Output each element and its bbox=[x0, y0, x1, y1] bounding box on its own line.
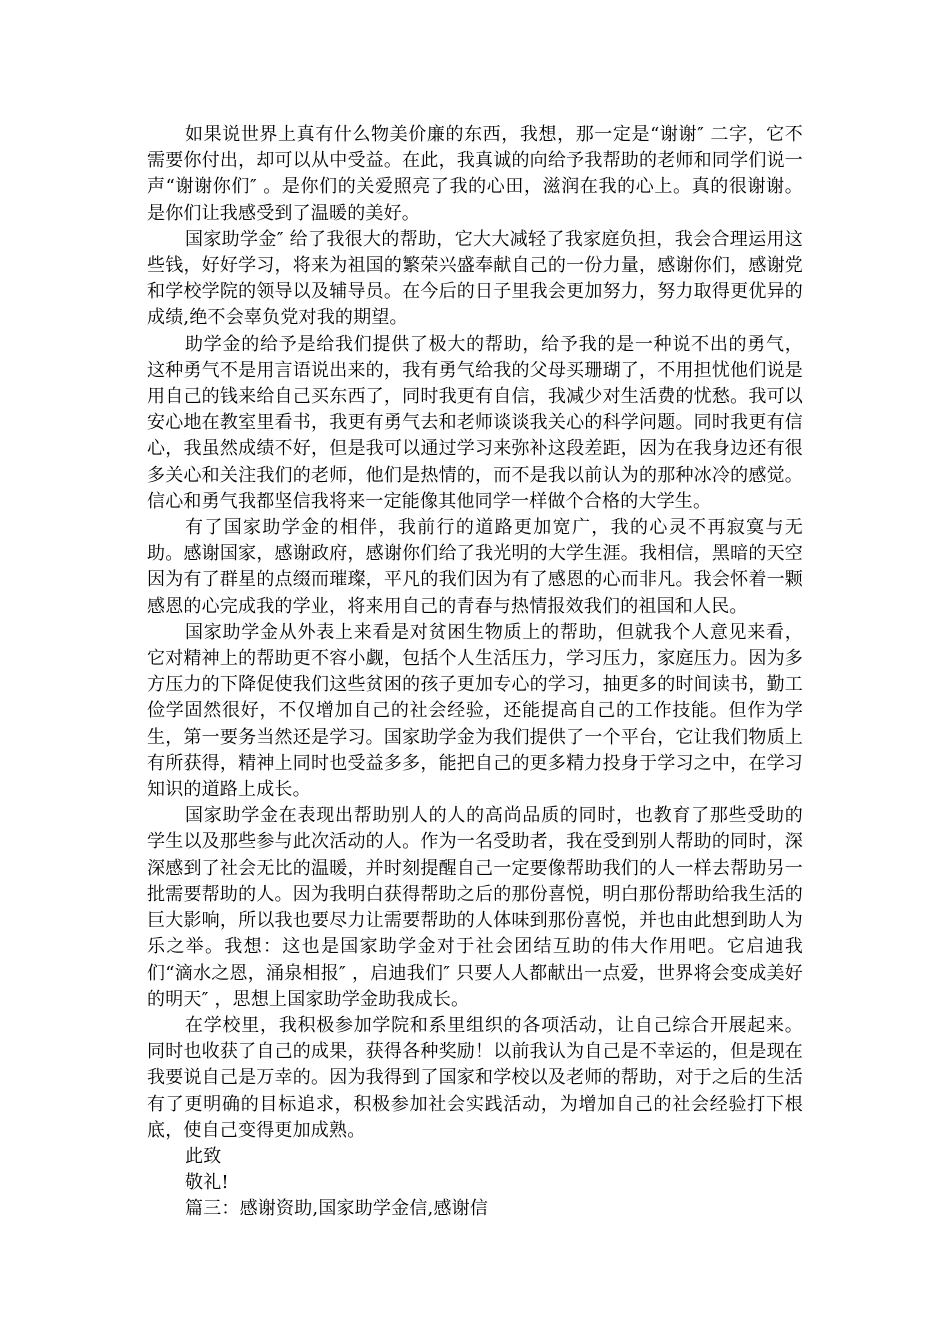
paragraph-3: 助学金的给予是给我们提供了极大的帮助，给予我的是一种说不出的勇气，这种勇气不是用言语说出来的，我有勇气给我的父母买珊瑚了，不用担忧他们说是用自己的钱来给自己买东西了，同时我更有自信，我减少对生活费的忧愁。我可以安心地在教室里看书，我更有勇气去和老师谈谈我关心的科学问题。同时我更有信心，我虽然成绩不好，但是我可以通过学习来弥补这段差距，因为在我身边还有很多关心和关注我们的老师，他们是热情的，而不是我以前认为的那种冰冷的感觉。信心和勇气我都坚信我将来一定能像其他同学一样做个合格的大学生。 bbox=[147, 333, 803, 512]
paragraph-2: 国家助学金″ 给了我很大的帮助，它大大减轻了我家庭负担，我会合理运用这些钱，好好学习，将来为祖国的繁荣兴盛奉献自己的一份力量，感谢你们，感谢党和学校学院的领导以及辅导员。在今后的日子里我会更加努力，努力取得更优异的成绩,绝不会辜负党对我的期望。 bbox=[147, 228, 803, 329]
paragraph-5: 国家助学金从外表上来看是对贫困生物质上的帮助，但就我个人意见来看，它对精神上的帮助更不容小觑，包括个人生活压力，学习压力，家庭压力。因为多方压力的下降促使我们这些贫困的孩子更加专心的学习，抽更多的时间读书，勤工俭学固然很好，不仅增加自己的社会经验，还能提高自己的工作技能。但作为学生，第一要务当然还是学习。国家助学金为我们提供了一个平台，它让我们物质上有所获得，精神上同时也受益多多，能把自己的更多精力投身于学习之中，在学习知识的道路上成长。 bbox=[147, 621, 803, 801]
paragraph-7: 在学校里，我积极参加学院和系里组织的各项活动，让自己综合开展起来。同时也收获了自己的成果，获得各种奖励！以前我认为自己是不幸运的，但是现在我要说自己是万幸的。因为我得到了国家和学校以及老师的帮助，对于之后的生活有了更明确的目标追求，积极参加社会实践活动，为增加自己的社会经验打下根底，使自己变得更加成熟。 bbox=[147, 1014, 803, 1141]
paragraph-4: 有了国家助学金的相伴，我前行的道路更加宽广，我的心灵不再寂寞与无助。感谢国家，感谢政府，感谢你们给了我光明的大学生涯。我相信，黑暗的天空因为有了群星的点缀而璀璨，平凡的我们因为有了感恩的心而非凡。我会怀着一颗感恩的心完成我的学业，将来用自己的青春与热情报效我们的祖国和人民。 bbox=[147, 517, 803, 617]
closing-regards: 敬礼! bbox=[185, 1172, 229, 1194]
letter-body bbox=[147, 122, 803, 1223]
closing-salutation: 此致 bbox=[185, 1145, 222, 1167]
paragraph-1: 如果说世界上真有什么物美价廉的东西，我想，那一定是“谢谢″ 二字，它不需要你付出，却可以从中受益。在此，我真诚的向给予我帮助的老师和同学们说一声“谢谢你们″ 。是你们的关爱照亮了我的心田，滋润在我的心上。真的很谢谢。是你们让我感受到了温暖的美好。 bbox=[147, 124, 803, 224]
paragraph-6: 国家助学金在表现出帮助别人的人的高尚品质的同时，也教育了那些受助的学生以及那些参与此次活动的人。作为一名受助者，我在受到别人帮助的同时，深深感到了社会无比的温暖，并时刻提醒自己一定要像帮助我们的人一样去帮助另一批需要帮助的人。因为我明白获得帮助之后的那份喜悦，明白那份帮助给我生活的巨大影响，所以我也要尽力让需要帮助的人体味到那份喜悦，并也由此想到助人为乐之举。我想：这也是国家助学金对于社会团结互助的伟大作用吧。它启迪我们“滴水之恩，涌泉相报″ ，启迪我们″ 只要人人都献出一点爱，世界将会变成美好的明天″ ，思想上国家助学金助我成长。 bbox=[147, 805, 803, 1010]
next-section-title: 篇三：感谢资助,国家助学金信,感谢信 bbox=[185, 1198, 489, 1220]
